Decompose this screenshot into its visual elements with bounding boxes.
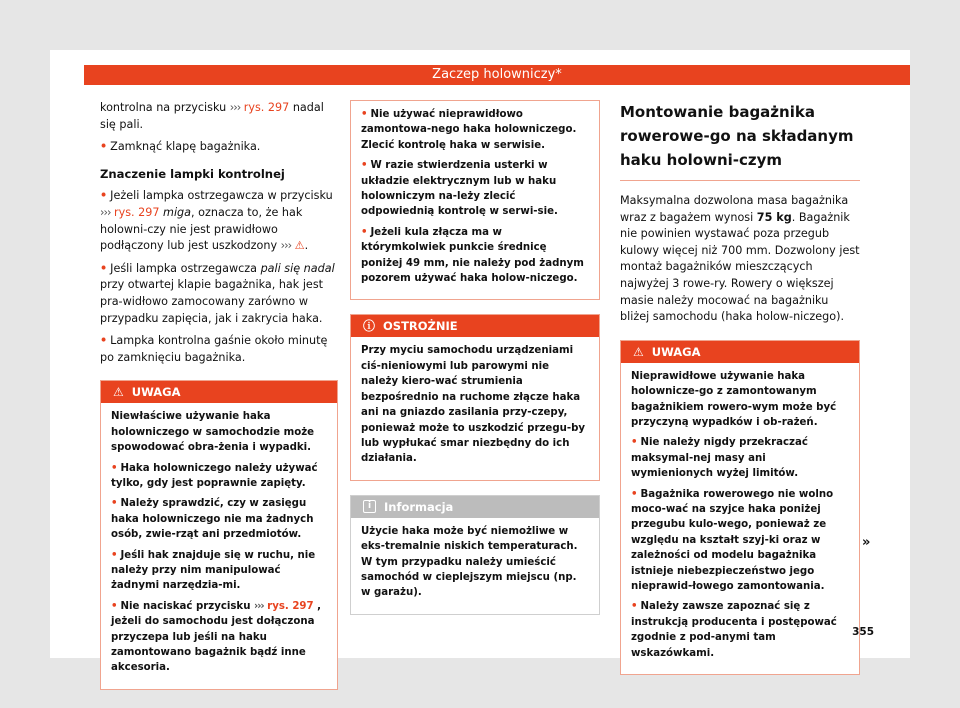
list-item: • Nie używać nieprawidłowo zamontowa-nego haka holowniczego. Zlecić kontrolę haka w serwisie. <box>361 109 577 151</box>
list-item: • Zamknąć klapę bagażnika. <box>100 140 261 154</box>
page-header: Zaczep holowniczy* <box>84 65 910 85</box>
warning-box: ⚠ UWAGA Niewłaściwe używanie haka holowniczego w samochodzie może spowodować obra-żenia i wypadki. • Haka holowniczego należy używać tylko, gdy jest poprawnie zapięty. • Należy sprawdzić, czy w zasięgu haka holowniczego nie ma żadnych osób, zwie-rząt ani przedmiotów. • Jeśli hak znajduje się w ruchu, nie należy przy nim manipulować żadnymi narzędzia-mi. • Nie naciskać przycisku ››› rys. 297 , jeżeli do samochodu jest dołączona przyczepa lub jeśli na haku zamontowano bagażnik bądź inne akcesoria. <box>100 380 338 690</box>
bullet-icon: • <box>100 189 108 203</box>
caution-box-header: ⓘ OSTROŻNIE <box>351 315 599 337</box>
column-left <box>100 100 338 690</box>
warning-box-header: ⚠ UWAGA <box>621 341 859 363</box>
info-box-header: i Informacja <box>351 496 599 518</box>
paragraph-intro: kontrolna na przycisku ››› rys. 297 nadal się pali. <box>100 101 324 131</box>
bullet-icon: • <box>100 140 108 154</box>
list-item: • Haka holowniczego należy używać tylko, gdy jest poprawnie zapięty. <box>111 462 318 489</box>
column-middle <box>350 100 600 615</box>
list-item: • Bagażnika rowerowego nie wolno moco-wać na szyjce haka poniżej przegubu kulo-wego, ponieważ ze względu na kształt szyj-ki oraz w zależności od modelu bagażnika istnieje niebezpieczeństwo jego nieprawid-łowego zamontowania. <box>631 488 834 593</box>
list-item: • Nie należy nigdy przekraczać maksymal-nej masy ani wymienionych wyżej limitów. <box>631 437 808 480</box>
list-item: • Jeżeli lampka ostrzegawcza w przycisku ››› rys. 297 miga, oznacza to, że hak holowni-czy nie jest prawidłowo podłączony lub jest uszkodzony ››› ⚠. <box>100 189 333 253</box>
figure-ref[interactable]: rys. 297 <box>267 600 314 612</box>
list-item: • Jeżeli kula złącza ma w którymkolwiek punkcie średnicę poniżej 49 mm, nie należy pod żadnym pozorem używać haka holow-niczego. <box>361 226 584 285</box>
bullet-icon: • <box>100 334 108 348</box>
warning-box: ⚠ UWAGA Nieprawidłowe używanie haka holownicze-go z zamontowanym bagażnikiem rowero-wym może być przyczyną wypadków i ob-rażeń. • Nie należy nigdy przekraczać maksymal-nej masy ani wymienionych wyżej limitów. • Bagażnika rowerowego nie wolno moco-wać na szyjce haka poniżej przegubu kulo-wego, ponieważ ze względu na kształt szyj-ki oraz w zależności od modelu bagażnika istnieje niebezpieczeństwo jego nieprawid-łowego zamontowania. • Należy zawsze zapoznać się z instrukcją producenta i postępować zgodnie z pod-anymi tam wskazówkami. <box>620 340 860 675</box>
caution-circle-icon: ⓘ <box>363 319 376 334</box>
list-item: • Lampka kontrolna gaśnie około minutę po zamknięciu bagażnika. <box>100 334 328 364</box>
section-heading: Znaczenie lampki kontrolnej <box>100 166 285 181</box>
manual-page <box>50 50 910 674</box>
info-box: i Informacja Użycie haka może być niemożliwe w eks-tremalnie niskich temperaturach. W tym przypadku należy umieścić samochód w cieplejszym miejscu (np. w garażu). <box>350 495 600 615</box>
section-title: Montowanie bagażnika rowerowe-go na składanym haku holowni-czym <box>620 100 860 181</box>
list-item: • Należy zawsze zapoznać się z instrukcją producenta i postępować zgodnie z pod-anymi tam wskazówkami. <box>631 601 837 659</box>
warning-triangle-icon: ⚠ <box>633 344 644 359</box>
figure-ref[interactable]: rys. 297 <box>240 101 290 114</box>
caution-box: ⓘ OSTROŻNIE Przy myciu samochodu urządzeniami ciś-nieniowymi lub parowymi nie należy kiero-wać strumienia bezpośrednio na ruchome złącze haka ani na gniazdo zasilania przy-czepy, ponieważ może to uszkodzić przegu-by lub wypłukać smar niezbędny do ich działania. <box>350 314 600 480</box>
list-item: • Jeśli hak znajduje się w ruchu, nie należy przy nim manipulować żadnymi narzędzia-mi. <box>111 549 316 592</box>
continue-arrow-icon[interactable]: » <box>862 535 871 550</box>
list-item: • W razie stwierdzenia usterki w układzie elektrycznym lub w haku holowniczym na-leży zlecić odpowiednią kontrolę w serwi-sie. <box>361 160 558 218</box>
paragraph-body: Maksymalna dozwolona masa bagażnika wraz z bagażem wynosi 75 kg. Bagażnik nie powinien wystawać poza przegub kulowy więcej niż 700 mm. Dozwolony jest montaż bagażników mieszczących najwyżej 3 rowe-ry. Rowery o większej masie należy mocować na bagażniku bliżej samochodu (haka holow-niczego). <box>620 194 860 324</box>
warning-box-continued <box>350 100 600 300</box>
list-item: • Jeśli lampka ostrzegawcza pali się nadal przy otwartej klapie bagażnika, hak jest pra-widłowo zamocowany zarówno w przypadku zapięcia, jak i zakrycia haka. <box>100 261 335 325</box>
warning-triangle-icon: ⚠ <box>113 385 124 400</box>
ref-arrows: ››› <box>229 101 241 114</box>
figure-ref[interactable]: rys. 297 <box>110 205 160 219</box>
page-number: 355 <box>852 626 874 638</box>
info-icon: i <box>363 500 376 513</box>
warning-triangle-icon[interactable]: ⚠ <box>294 239 305 253</box>
bullet-icon: • <box>100 261 108 275</box>
warning-box-header: ⚠ UWAGA <box>101 381 337 403</box>
list-item: • Nie naciskać przycisku ››› rys. 297 , jeżeli do samochodu jest dołączona przyczepa lub jeśli na haku zamontowano bagażnik bądź inne akcesoria. <box>111 600 322 674</box>
column-right <box>620 100 860 675</box>
list-item: • Należy sprawdzić, czy w zasięgu haka holowniczego nie ma żadnych osób, zwie-rząt ani przedmiotów. <box>111 498 314 541</box>
